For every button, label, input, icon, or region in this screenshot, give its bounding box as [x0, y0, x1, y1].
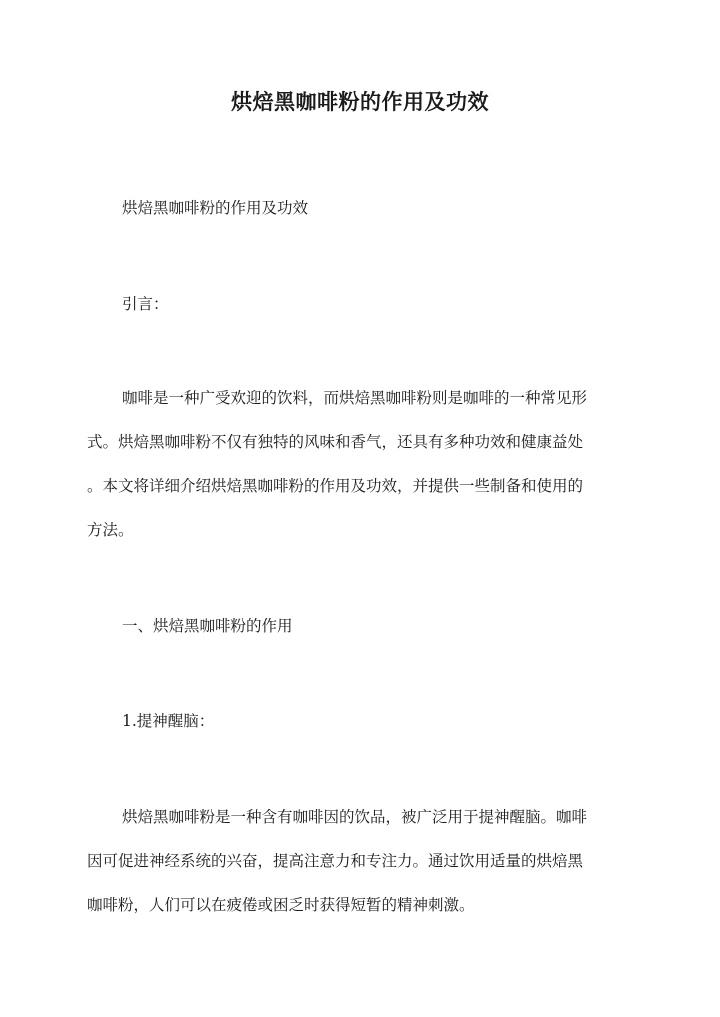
item-paragraph-line: 烘焙黑咖啡粉是一种含有咖啡因的饮品，被广泛用于提神醒脑。咖啡 [122, 808, 588, 826]
item-paragraph-line: 因可促进神经系统的兴奋，提高注意力和专注力。通过饮用适量的烘焙黑 [87, 852, 584, 870]
intro-paragraph-line: 。本文将详细介绍烘焙黑咖啡粉的作用及功效，并提供一些制备和使用的 [87, 477, 584, 495]
intro-paragraph-line: 方法。 [87, 521, 134, 539]
document-subtitle: 烘焙黑咖啡粉的作用及功效 [122, 199, 309, 217]
section-heading: 一、烘焙黑咖啡粉的作用 [122, 617, 293, 635]
item-paragraph-line: 咖啡粉，人们可以在疲倦或困乏时获得短暂的精神刺激。 [87, 896, 475, 914]
document-title: 烘焙黑咖啡粉的作用及功效 [231, 89, 489, 114]
item-heading: 1.提神醒脑： [122, 712, 215, 730]
intro-paragraph-line: 咖啡是一种广受欢迎的饮料，而烘焙黑咖啡粉则是咖啡的一种常见形 [122, 389, 588, 407]
intro-heading: 引言： [122, 295, 169, 313]
intro-paragraph-line: 式。烘焙黑咖啡粉不仅有独特的风味和香气，还具有多种功效和健康益处 [87, 433, 584, 451]
